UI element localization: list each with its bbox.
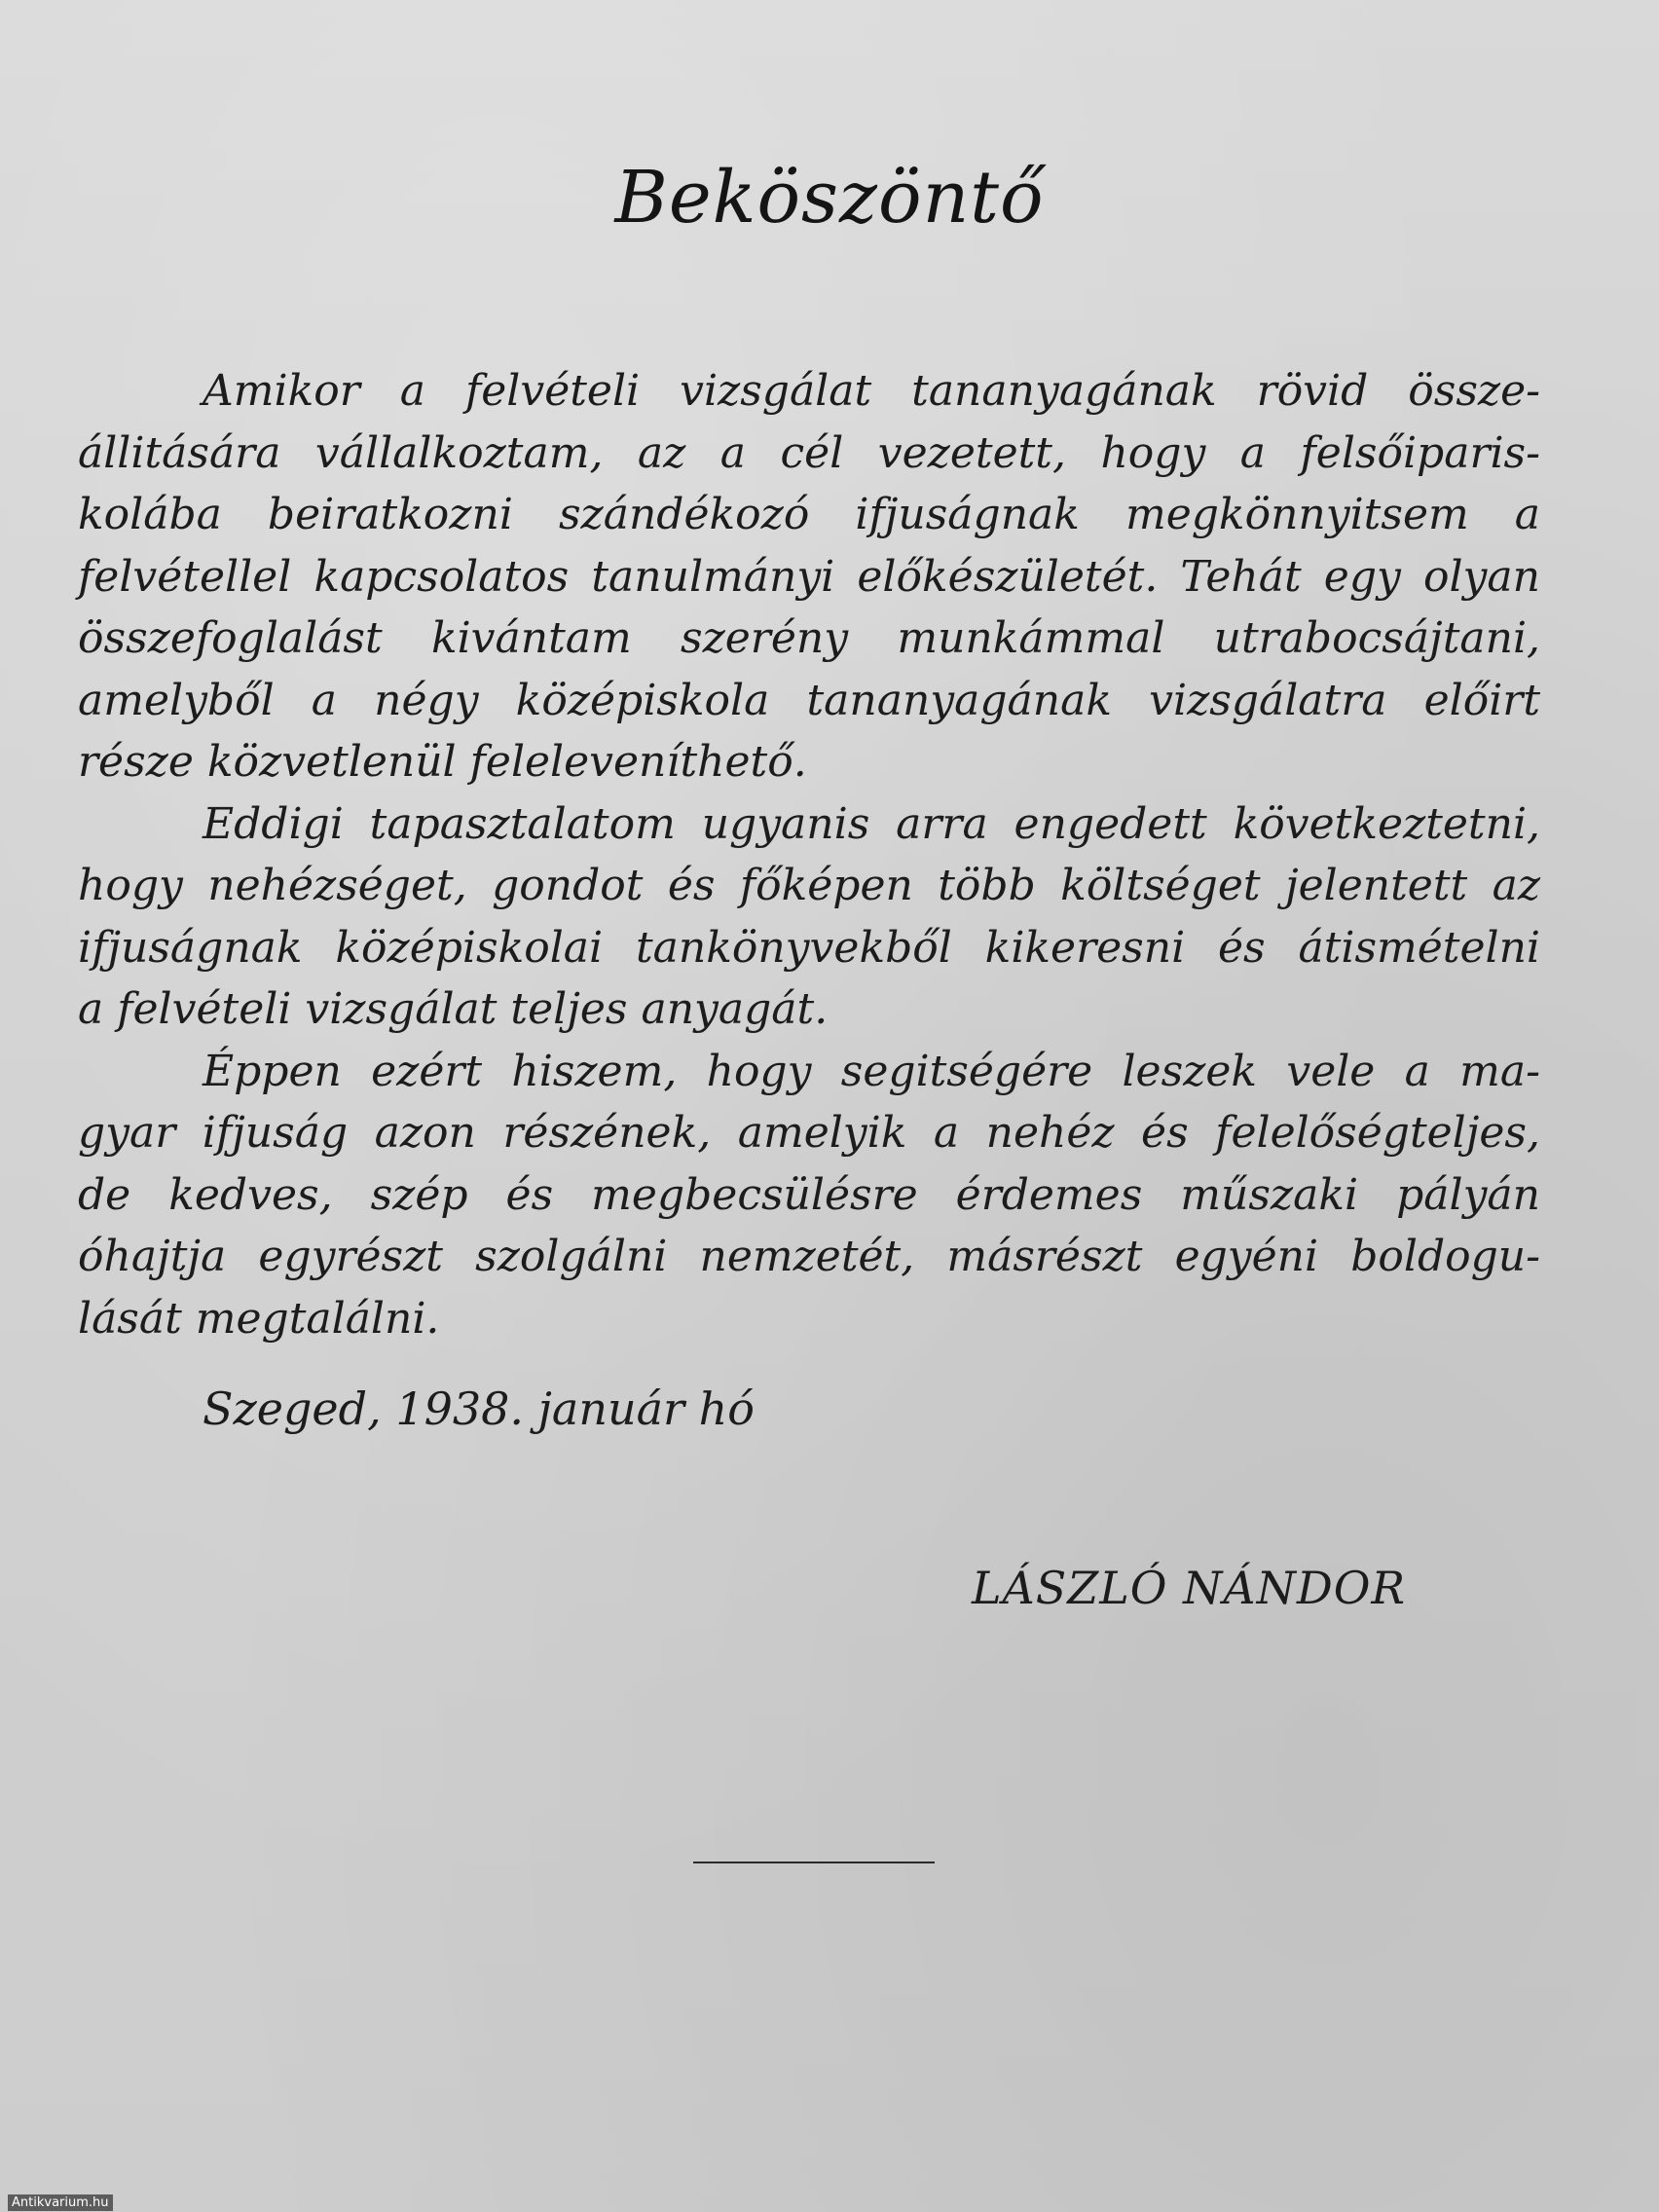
text-line: Éppen ezért hiszem, hogy segitségére leszek vele a ma-	[203, 1046, 1540, 1096]
body-text	[78, 360, 1540, 1349]
text-line: de kedves, szép és megbecsülésre érdemes műszaki pályán	[78, 1169, 1540, 1220]
text-line: a felvételi vizsgálat teljes anyagát.	[78, 984, 829, 1034]
text-line: Amikor a felvételi vizsgálat tananyagának rövid össze-	[203, 366, 1540, 416]
watermark: Antikvarium.hu	[8, 2194, 113, 2211]
text-line: ifjuságnak középiskolai tankönyvekből kikeresni és átismételni	[78, 922, 1540, 973]
divider	[693, 1862, 935, 1863]
text-line: Eddigi tapasztalatom ugyanis arra engedett következtetni,	[203, 798, 1540, 849]
place-date: Szeged, 1938. január hó	[203, 1382, 755, 1435]
text-line: amelyből a négy középiskola tananyagának vizsgálatra előirt	[78, 675, 1540, 725]
text-line: felvétellel kapcsolatos tanulmányi előkészületét. Tehát egy olyan	[78, 551, 1540, 602]
text-line: állitására vállalkoztam, az a cél vezetett, hogy a felsőiparis-	[78, 427, 1540, 478]
text-line: lását megtalálni.	[78, 1293, 440, 1344]
text-line: hogy nehézséget, gondot és főképen több költséget jelentett az	[78, 861, 1540, 910]
author-signature: LÁSZLÓ NÁNDOR	[972, 1562, 1407, 1614]
page-title: Beköszöntő	[614, 156, 1045, 240]
text-line: összefoglalást kivántam szerény munkámmal utrabocsájtani,	[78, 613, 1540, 663]
text-line: része közvetlenül feleleveníthető.	[78, 737, 807, 787]
text-line: kolába beiratkozni szándékozó ifjuságnak megkönnyitsem a	[78, 490, 1540, 539]
text-line: óhajtja egyrészt szolgálni nemzetét, másrészt egyéni boldogu-	[78, 1232, 1540, 1281]
text-line: gyar ifjuság azon részének, amelyik a nehéz és felelőségteljes,	[78, 1108, 1540, 1158]
